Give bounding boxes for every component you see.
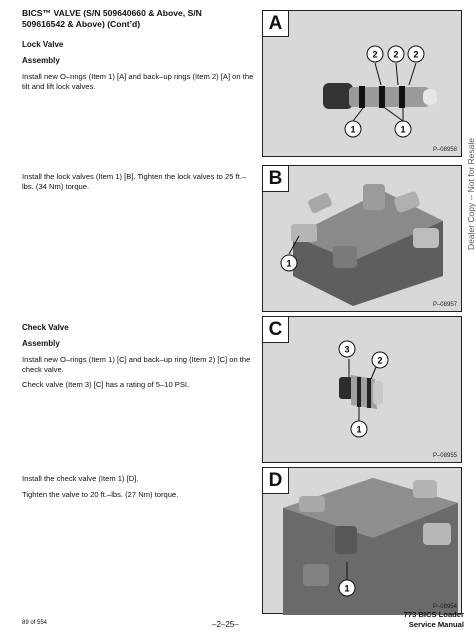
assembly-title-2: Assembly [22,339,60,348]
page-count: 89 of 554 [22,620,48,626]
callout-a-1a: 1 [350,124,356,135]
paragraph-d1: Install the check valve (Item 1) [D]. [22,474,139,483]
section-header-line1: BICS™ VALVE (S/N 509640660 & Above, S/N [22,8,202,18]
figure-d-ref: P–08954 [432,604,457,610]
figure-a-letter: A [263,11,289,37]
callout-a-2a: 2 [372,49,378,60]
figure-a-ref: P–08958 [432,147,457,153]
figure-c-letter: C [263,317,289,343]
check-valve-title: Check Valve [22,323,69,332]
figure-b-photo [263,166,463,313]
callout-a-1b: 1 [400,124,406,135]
figure-d-photo [263,468,463,615]
callout-b-1: 1 [286,258,292,269]
figure-d [262,467,462,614]
lock-valve-nut [323,83,353,109]
lock-valve-tip [423,89,437,105]
check-valve-installed [335,526,357,554]
figure-c-photo [263,317,463,464]
figure-c-ref: P–08955 [432,453,457,459]
check-valve-cap [339,377,353,399]
callout-a-2c: 2 [413,49,419,60]
o-ring-band [399,86,405,108]
figure-a-photo [263,11,463,158]
dealer-copy-watermark: Dealer Copy -- Not for Resale [466,138,476,250]
assembly-title-1: Assembly [22,56,60,65]
manual-title-line2: Service Manual [408,620,464,629]
page-number: –2–25– [212,620,239,629]
figure-c [262,316,462,463]
callout-a-2b: 2 [393,49,399,60]
figure-d-letter: D [263,468,289,494]
section-header [22,8,254,30]
callout-d-1: 1 [344,583,350,594]
figure-b-letter: B [263,166,289,192]
figure-b [262,165,462,312]
callout-c-2: 2 [377,355,383,366]
paragraph-c2: Check valve (Item 3) [C] has a rating of 5–10 PSI. [22,380,190,389]
paragraph-c1: Install new O–rings (Item 1) [C] and back–up ring (Item 2) [C] on the check valve. [22,355,251,374]
lock-valve-title: Lock Valve [22,40,64,49]
manual-title-line1: 773 BICS Loader [403,610,464,619]
callout-c-1: 1 [356,424,362,435]
paragraph-b: Install the lock valves (Item 1) [B]. Tighten the lock valves to 25 ft.–lbs. (34 Nm) torque. [22,172,247,191]
paragraph-a: Install new O–rings (Item 1) [A] and back–up rings (Item 2) [A] on the tilt and lift lock valves. [22,72,254,91]
o-ring-band [379,86,385,108]
callout-c-3: 3 [344,344,350,355]
paragraph-d2: Tighten the valve to 20 ft.–lbs. (27 Nm) torque. [22,490,179,499]
figure-b-ref: P–08957 [432,302,457,308]
o-ring-band [359,86,365,108]
manual-title [396,610,464,630]
figure-a [262,10,462,157]
lock-valve-1 [291,224,317,242]
section-header-line2: 509616542 & Above) (Cont’d) [22,19,141,29]
